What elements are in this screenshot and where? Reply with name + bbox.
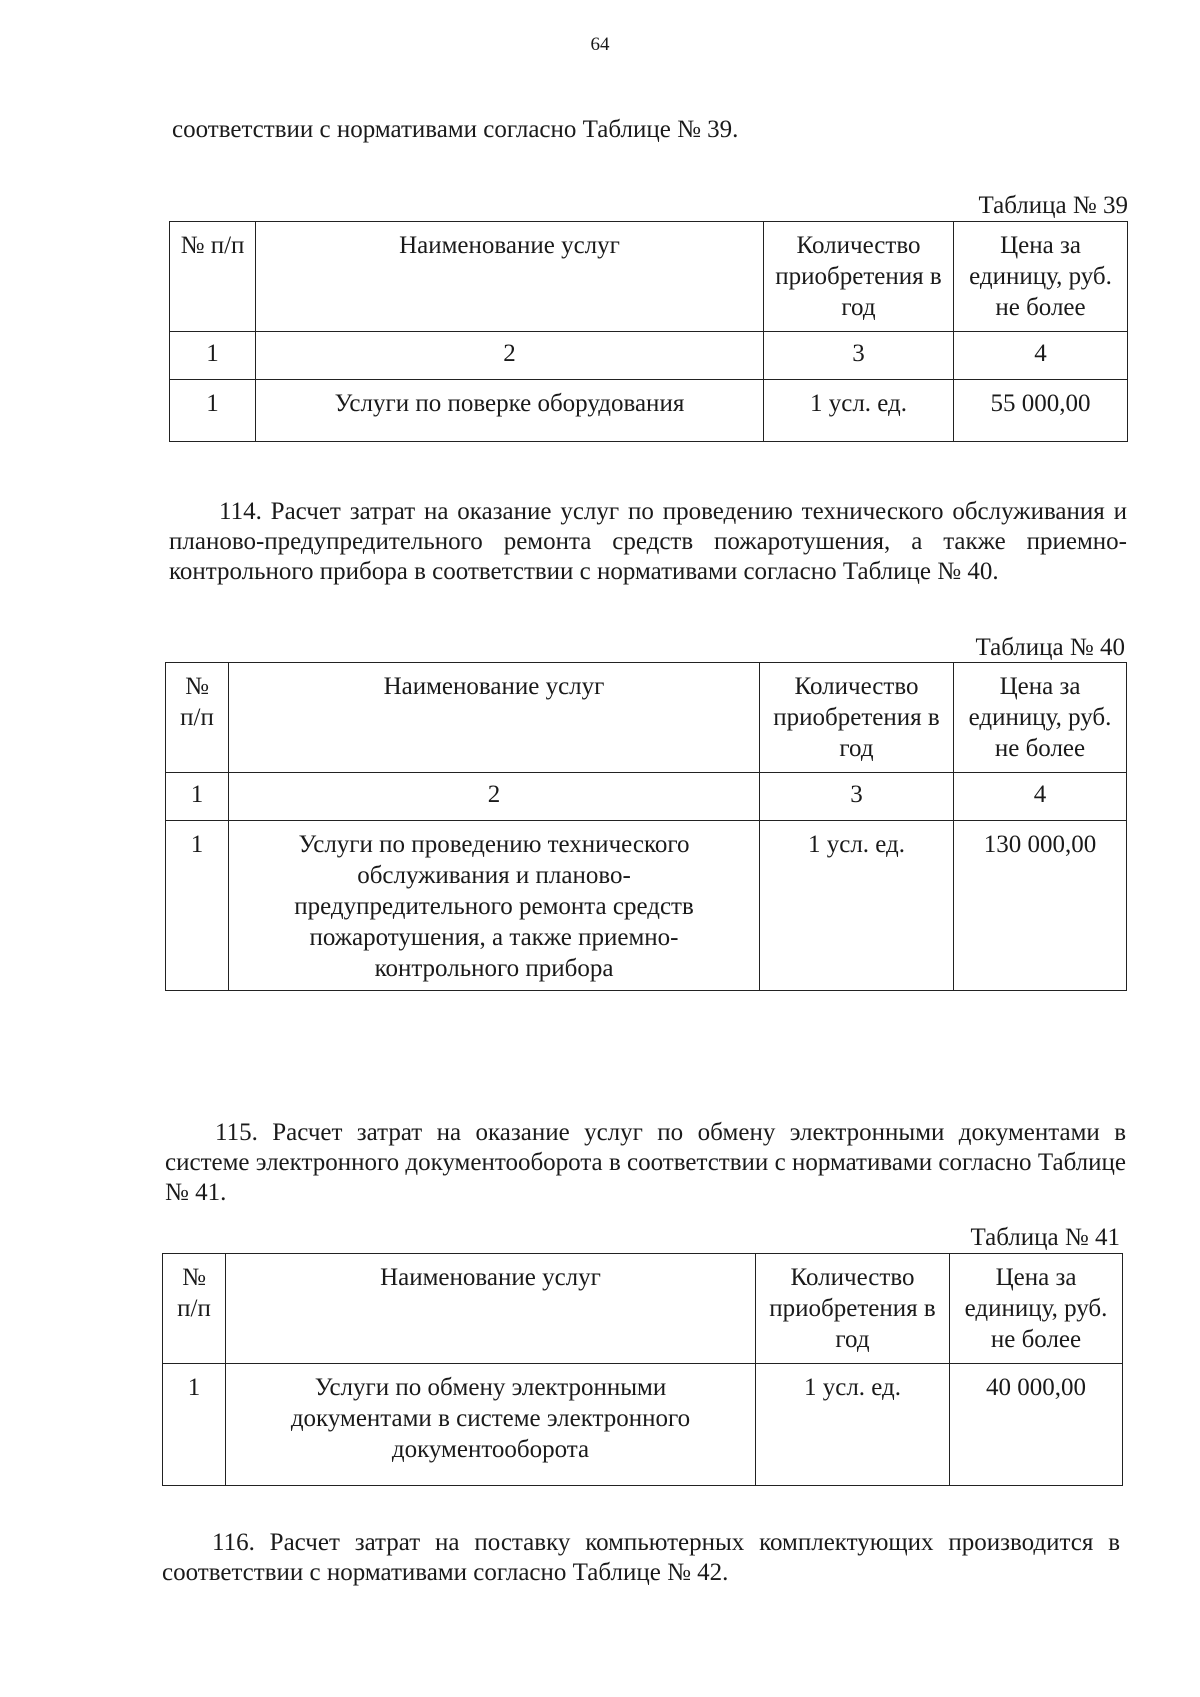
row-price: 40 000,00 bbox=[950, 1364, 1123, 1486]
table-row bbox=[166, 821, 1127, 991]
index-cell: 4 bbox=[954, 773, 1127, 821]
paragraph-115: 115. Расчет затрат на оказание услуг по обмену электронными документами в системе электронного документооборота в соответствии с нормативами согласно Таблице № 41. bbox=[165, 1119, 1126, 1206]
header-name: Наименование услуг bbox=[256, 222, 764, 332]
table-row bbox=[163, 1364, 1123, 1486]
header-name: Наименование услуг bbox=[226, 1254, 756, 1364]
header-name: Наименование услуг bbox=[229, 663, 760, 773]
row-qty: 1 усл. ед. bbox=[764, 380, 954, 442]
index-cell: 3 bbox=[760, 773, 954, 821]
paragraph-116: 116. Расчет затрат на поставку компьютерных комплектующих производится в соответствии с нормативами согласно Таблице № 42. bbox=[162, 1529, 1120, 1586]
row-price: 130 000,00 bbox=[954, 821, 1127, 991]
header-num-line2: п/п bbox=[177, 1295, 211, 1322]
header-price: Цена за единицу, руб. не более bbox=[950, 1254, 1123, 1364]
index-cell: 2 bbox=[229, 773, 760, 821]
table-index-row bbox=[166, 773, 1127, 821]
table-40-caption: Таблица № 40 bbox=[975, 634, 1125, 661]
table-39 bbox=[169, 221, 1128, 442]
table-39-caption: Таблица № 39 bbox=[978, 192, 1128, 219]
row-num: 1 bbox=[170, 380, 256, 442]
index-cell: 1 bbox=[170, 332, 256, 380]
header-num bbox=[166, 663, 229, 773]
row-name: Услуги по обмену электронными документами в системе электронного документооборота bbox=[226, 1364, 756, 1486]
header-num bbox=[163, 1254, 226, 1364]
table-40 bbox=[165, 662, 1127, 991]
header-price: Цена за единицу, руб. не более bbox=[954, 222, 1128, 332]
table-41 bbox=[162, 1253, 1123, 1486]
page-number: 64 bbox=[590, 34, 610, 55]
header-price: Цена за единицу, руб. не более bbox=[954, 663, 1127, 773]
table-41-caption: Таблица № 41 bbox=[970, 1224, 1120, 1251]
paragraph-114: 114. Расчет затрат на оказание услуг по проведению технического обслуживания и планово-предупредительного ремонта средств пожаротушения, а также приемно-контрольного прибора в соответствии с нормативами согласно Таблице № 40. bbox=[169, 498, 1127, 585]
index-cell: 1 bbox=[166, 773, 229, 821]
index-cell: 4 bbox=[954, 332, 1128, 380]
header-num: № п/п bbox=[170, 222, 256, 332]
row-name: Услуги по проведению технического обслуживания и планово-предупредительного ремонта средств пожаротушения, а также приемно-контрольного прибора bbox=[229, 821, 760, 991]
row-qty: 1 усл. ед. bbox=[756, 1364, 950, 1486]
header-qty: Количество приобретения в год bbox=[764, 222, 954, 332]
table-row bbox=[170, 380, 1128, 442]
header-num-line1: № bbox=[182, 1264, 206, 1291]
row-name: Услуги по поверке оборудования bbox=[256, 380, 764, 442]
header-qty: Количество приобретения в год bbox=[760, 663, 954, 773]
header-qty: Количество приобретения в год bbox=[756, 1254, 950, 1364]
header-num-line1: № bbox=[185, 673, 209, 700]
header-num-line2: п/п bbox=[180, 704, 214, 731]
index-cell: 3 bbox=[764, 332, 954, 380]
index-cell: 2 bbox=[256, 332, 764, 380]
table-index-row bbox=[170, 332, 1128, 380]
table-header-row bbox=[166, 663, 1127, 773]
table-header-row bbox=[163, 1254, 1123, 1364]
row-num: 1 bbox=[163, 1364, 226, 1486]
intro-paragraph: соответствии с нормативами согласно Таблице № 39. bbox=[172, 116, 739, 143]
row-price: 55 000,00 bbox=[954, 380, 1128, 442]
table-header-row bbox=[170, 222, 1128, 332]
row-qty: 1 усл. ед. bbox=[760, 821, 954, 991]
row-num: 1 bbox=[166, 821, 229, 991]
